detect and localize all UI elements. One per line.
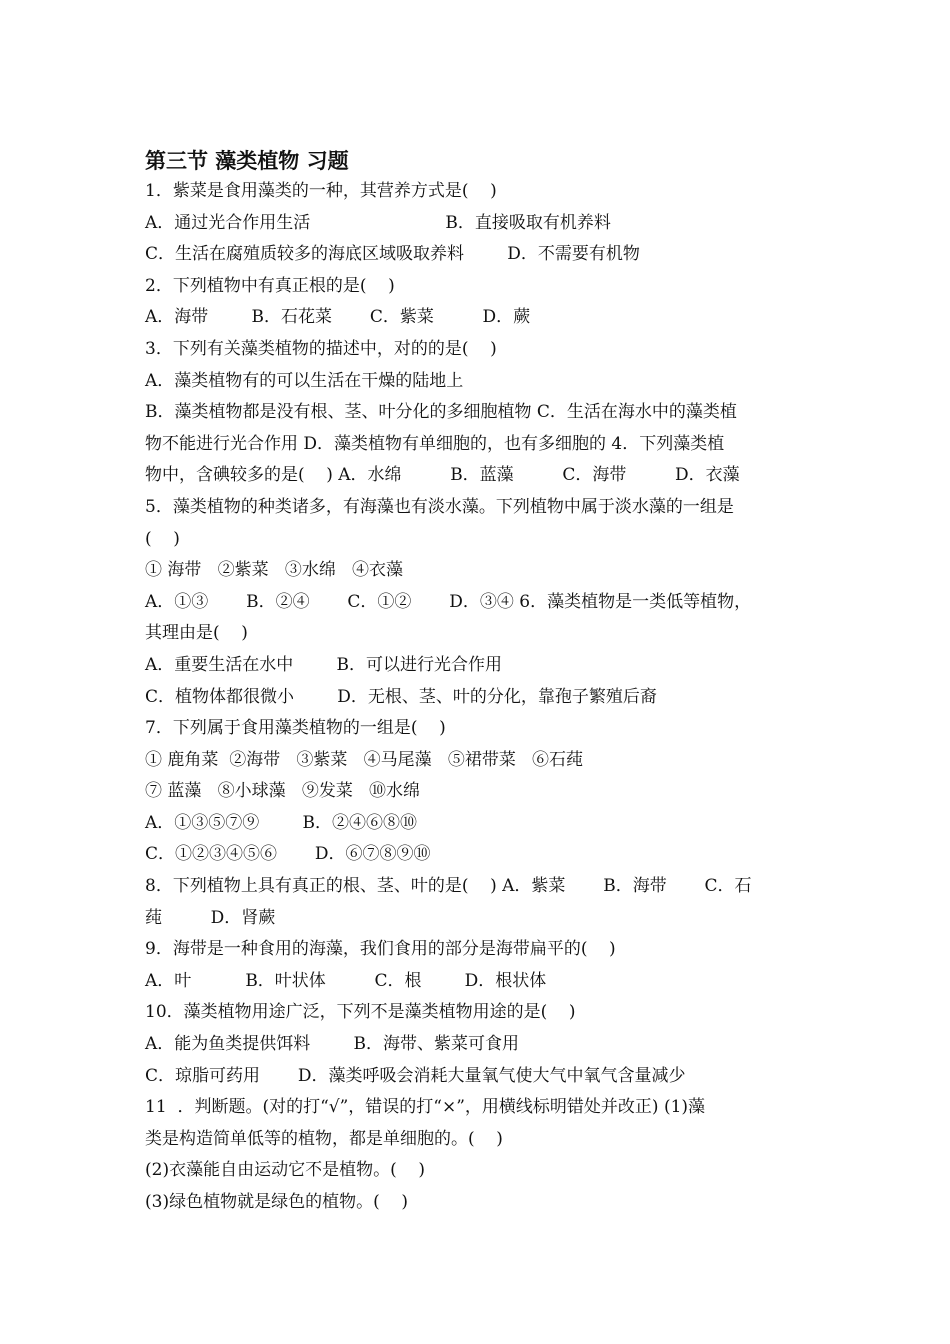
text-line: 类是构造简单低等的植物，都是单细胞的。( ) [145,1128,503,1149]
text-line: 1．紫菜是食用藻类的一种，其营养方式是( ) [145,181,497,201]
text-line: 9．海带是一种食用的海藻，我们食用的部分是海带扁平的( ) [145,939,616,960]
text-line: C．植物体都很微小 D．无根、茎、叶的分化，靠孢子繁殖后裔 [145,686,657,707]
text-line: 7．下列属于食用藻类植物的一组是( ) [145,718,446,739]
text-line: A．能为鱼类提供饵料 B．海带、紫菜可食用 [145,1034,519,1055]
text-line: A．藻类植物有的可以生活在干燥的陆地上 [145,370,464,391]
page-title: 第三节 藻类植物 习题 [145,148,349,173]
document-page [145,146,810,1219]
text-line: (3)绿色植物就是绿色的植物。( ) [145,1192,408,1212]
text-line: A．重要生活在水中 B．可以进行光合作用 [145,654,502,675]
text-line: 物中，含碘较多的是( ) A．水绵 B．蓝藻 C．海带 D．衣藻 [145,465,740,486]
text-line: 10．藻类植物用途广泛，下列不是藻类植物用途的是( ) [145,1002,576,1023]
text-line: ( ) [145,528,180,549]
text-line: 2．下列植物中有真正根的是( ) [145,275,395,296]
text-line: 物不能进行光合作用 D．藻类植物有单细胞的，也有多细胞的 4．下列藻类植 [145,433,725,454]
text-line: B．藻类植物都是没有根、茎、叶分化的多细胞植物 C．生活在海水中的藻类植 [145,402,737,423]
text-line: A．通过光合作用生活 B．直接吸取有机养料 [145,212,611,233]
text-line: C．生活在腐殖质较多的海底区域吸取养料 D．不需要有机物 [145,244,640,265]
question-lines [145,176,810,1219]
text-line: ① 海带 ②紫菜 ③水绵 ④衣藻 [145,560,404,581]
text-line: ⑦ 蓝藻 ⑧小球藻 ⑨发菜 ⑩水绵 [145,781,421,802]
text-line: 11 ．判断题。(对的打“√”，错误的打“×”，用横线标明错处并改正) (1)藻 [145,1097,706,1118]
text-line: ① 鹿角菜 ②海带 ③紫菜 ④马尾藻 ⑤裙带菜 ⑥石莼 [145,749,584,770]
text-line: A．海带 B．石花菜 C．紫菜 D．蕨 [145,307,531,328]
text-line: 莼 D．肾蕨 [145,907,276,928]
text-line: C．琼脂可药用 D．藻类呼吸会消耗大量氧气使大气中氧气含量减少 [145,1065,686,1086]
text-line: 5．藻类植物的种类诸多，有海藻也有淡水藻。下列植物中属于淡水藻的一组是 [145,496,734,517]
text-line: A．①③⑤⑦⑨ B．②④⑥⑧⑩ [145,812,417,833]
text-line: (2)衣藻能自由运动它不是植物。( ) [145,1160,425,1181]
text-line: 其理由是( ) [145,623,248,644]
text-line: A．①③ B．②④ C．①② D．③④ 6．藻类植物是一类低等植物， [145,591,752,612]
text-line: 8．下列植物上具有真正的根、茎、叶的是( ) A．紫菜 B．海带 C．石 [145,876,752,897]
text-line: 3．下列有关藻类植物的描述中，对的的是( ) [145,338,497,359]
text-line: A．叶 B．叶状体 C．根 D．根状体 [145,970,547,991]
text-line: C．①②③④⑤⑥ D．⑥⑦⑧⑨⑩ [145,844,431,865]
